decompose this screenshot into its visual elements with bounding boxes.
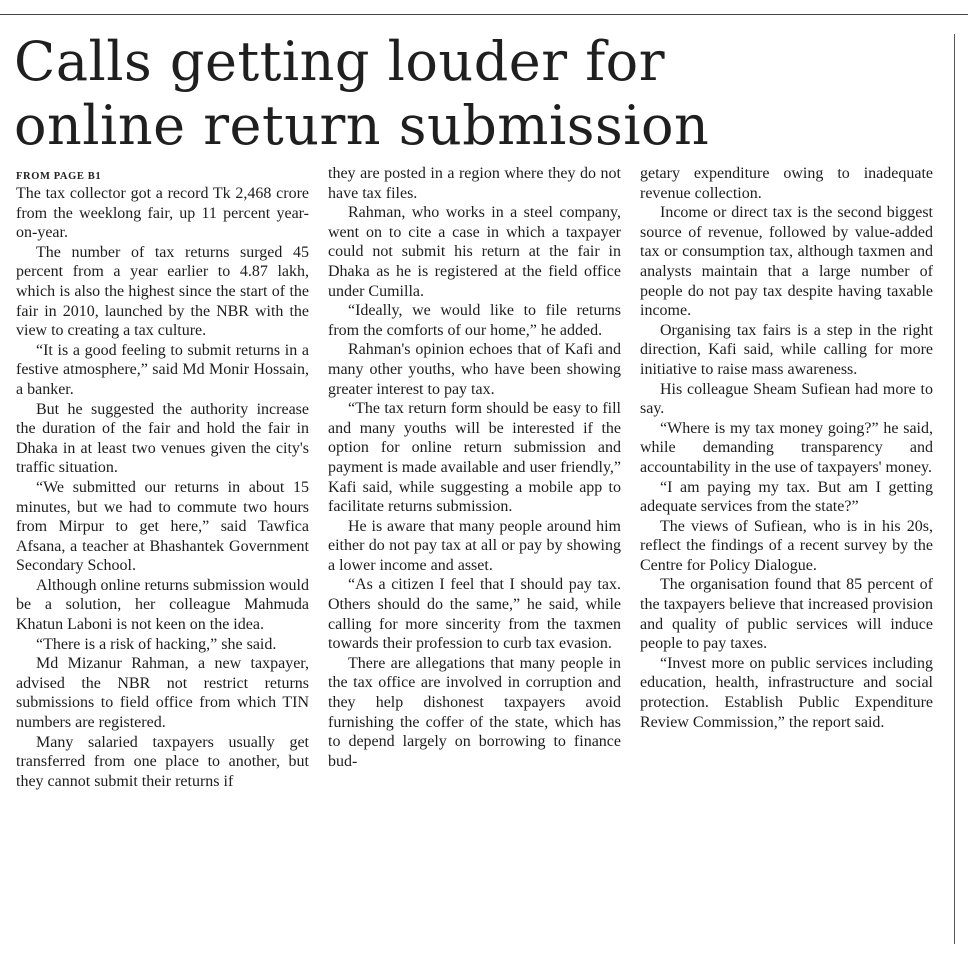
paragraph: “It is a good feeling to submit returns in a festive atmosphere,” said Md Monir Hossain, a banker. <box>16 341 309 398</box>
paragraph: “As a citizen I feel that I should pay tax. Others should do the same,” he said, while calling for more sincerity from the taxmen towards their profession to curb tax evasion. <box>328 576 621 653</box>
paragraph: His colleague Sheam Sufiean had more to say. <box>640 380 933 418</box>
paragraph: Rahman, who works in a steel company, went on to cite a case in which a taxpayer could not submit his return at the fair in Dhaka as he is registered at the field office under Cumilla. <box>328 204 621 300</box>
paragraph: “There is a risk of hacking,” she said. <box>36 635 277 653</box>
paragraph: The tax collector got a record Tk 2,468 crore from the weeklong fair, up 11 percent year-on-year. <box>16 185 309 242</box>
top-rule <box>0 14 968 15</box>
paragraph: Md Mizanur Rahman, a new taxpayer, advised the NBR not restrict returns submissions to field office from which TIN numbers are registered. <box>16 655 309 732</box>
paragraph: “Ideally, we would like to file returns from the comforts of our home,” he added. <box>328 302 621 339</box>
column-3 <box>640 164 933 732</box>
paragraph: Rahman's opinion echoes that of Kafi and many other youths, who have been showing greater interest to pay tax. <box>328 341 621 398</box>
paragraph: “Invest more on public services including education, health, infrastructure and social protection. Establish Public Expenditure Review Commission,” the report said. <box>640 654 933 731</box>
headline-line-2: online return submission <box>14 94 710 157</box>
paragraph: “The tax return form should be easy to fill and many youths will be interested if the option for online return submission and payment is made available and user friendly,” Kafi said, while suggesting a mobile app to facilitate returns submission. <box>328 400 621 516</box>
paragraph: There are allegations that many people in the tax office are involved in corruption and they help dishonest taxpayers avoid furnishing the coffer of the state, which has to depend largely on borrowing to finance bud- <box>328 654 621 770</box>
paragraph: The organisation found that 85 percent of the taxpayers believe that increased provision and quality of public services will induce people to pay taxes. <box>640 576 933 653</box>
paragraph: Although online returns submission would be a solution, her colleague Mahmuda Khatun Laboni is not keen on the idea. <box>16 576 309 634</box>
paragraph: they are posted in a region where they do not have tax files. <box>328 165 621 202</box>
dateline: FROM PAGE B1 <box>16 171 102 182</box>
paragraph: The number of tax returns surged 45 percent from a year earlier to 4.87 lakh, which is also the highest since the start of the fair in 2010, launched by the NBR with the view to creating a tax culture. <box>16 243 309 340</box>
headline <box>14 30 944 158</box>
paragraph: “We submitted our returns in about 15 minutes, but we had to commute two hours from Mirpur to get here,” said Tawfica Afsana, a teacher at Bhashantek Government Secondary School. <box>16 478 309 575</box>
paragraph: getary expenditure owing to inadequate revenue collection. <box>640 165 933 202</box>
column-1 <box>16 170 309 791</box>
column-2 <box>328 164 621 771</box>
paragraph: “I am paying my tax. But am I getting adequate services from the state?” <box>640 478 933 516</box>
column-rule <box>954 34 955 944</box>
paragraph: Income or direct tax is the second biggest source of revenue, followed by value-added tax or consumption tax, although taxmen and analysts maintain that a large number of people do not pay tax despite having taxable income. <box>640 204 933 320</box>
headline-line-1: Calls getting louder for <box>14 30 666 93</box>
paragraph: Organising tax fairs is a step in the right direction, Kafi said, while calling for more initiative to raise mass awareness. <box>640 321 933 378</box>
paragraph: “Where is my tax money going?” he said, while demanding transparency and accountability in the use of taxpayers' money. <box>640 419 933 476</box>
paragraph: He is aware that many people around him either do not pay tax at all or pay by showing a lower income and asset. <box>328 517 621 574</box>
paragraph: But he suggested the authority increase the duration of the fair and hold the fair in Dhaka in at least two venues given the city's traffic situation. <box>16 400 309 477</box>
paragraph: Many salaried taxpayers usually get transferred from one place to another, but they cannot submit their returns if <box>16 733 309 790</box>
article-body <box>16 165 938 950</box>
paragraph: The views of Sufiean, who is in his 20s, reflect the findings of a recent survey by the Centre for Policy Dialogue. <box>640 517 933 574</box>
